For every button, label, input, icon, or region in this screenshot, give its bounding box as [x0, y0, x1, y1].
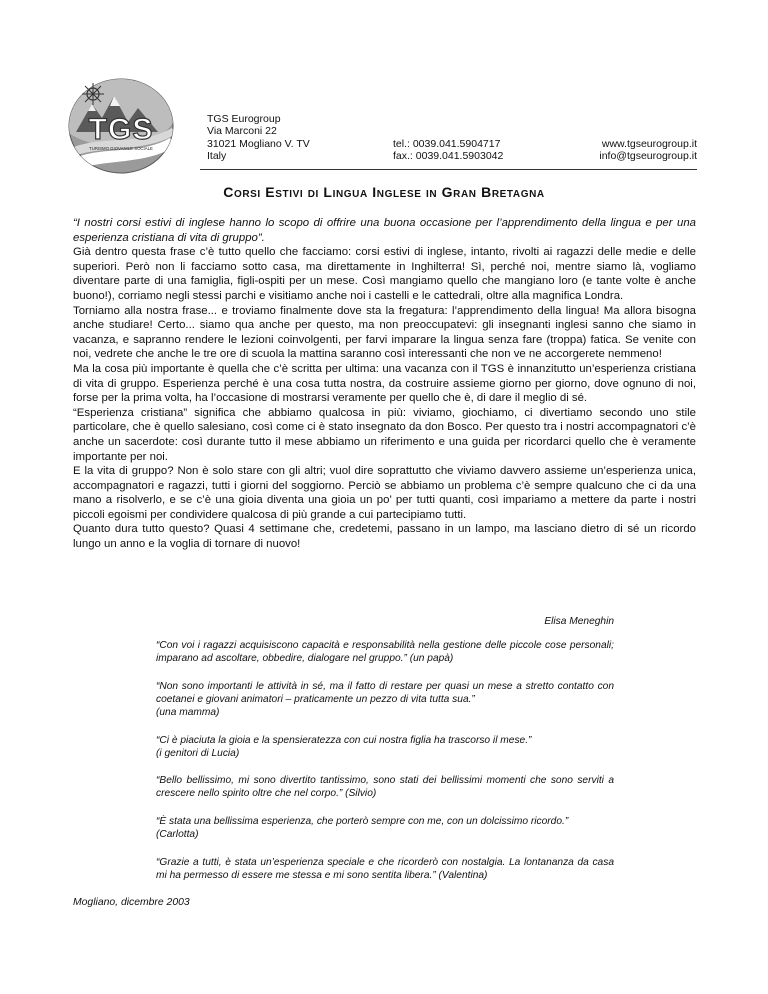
article-body — [73, 216, 696, 552]
testimonial: “Ci è piaciuta la gioia e la spensieratezza con cui nostra figlia ha trascorso il mese.” (i genitori di Lucia) — [156, 734, 532, 759]
page-title: Corsi Estivi di Lingua Inglese in Gran Bretagna — [223, 184, 545, 200]
address-line: 31021 Mogliano V. TV — [207, 137, 310, 150]
address-line: Italy — [207, 149, 227, 162]
testimonial: “Con voi i ragazzi acquisiscono capacità e responsabilità nella gestione delle piccole cose personali; imparano ad ascoltare, obbedire, dialogare nel gruppo.” (un papà) — [156, 640, 614, 664]
author-signature: Elisa Meneghin — [544, 616, 614, 627]
testimonial: “Non sono importanti le attività in sé, ma il fatto di restare per quasi un mese a stretto contatto con coetanei e giovani animatori – praticamente un pezzo di vita tutta sua.” (una mamma) — [156, 680, 614, 718]
testimonial: “È stata una bellissima esperienza, che porterò sempre con me, con un dolcissimo ricordo.” (Carlotta) — [156, 816, 569, 841]
testimonials — [156, 639, 614, 897]
logo-text: TGS — [88, 113, 154, 146]
testimonial: “Grazie a tutti, è stata un’esperienza speciale e che ricorderò con nostalgia. La lontananza da casa mi ha permesso di essere me stessa e mi sono sentita libera.” (Valentina) — [156, 856, 614, 881]
paragraph: E la vita di gruppo? Non è solo stare con gli altri; vuol dire soprattutto che viviamo davvero assieme un’esperienza unica, accompagnatori e ragazzi, tutti i giorni del soggiorno. Perciò se abbiamo un problema c’è sempre qualcuno che ci da una mano a risolverlo, e se c’è una gioia diventa una gioia un po’ per tutti quanti, così impariamo a mettere da parte i nostri piccoli egoismi per condividere qualcosa di più grande a cui partecipiamo tutti. — [73, 465, 696, 521]
paragraph: “Esperienza cristiana” significa che abbiamo qualcosa in più: viviamo, giochiamo, ci divertiamo secondo uno stile particolare, che è quello salesiano, così come ci è stato insegnato da don Bosco. Per questo tra i nostri accompagnatori c’è anche un sacerdote: così durante tutto il mese abbiamo un riferimento e una guida per ricordarci quello che è veramente importante per noi. — [73, 406, 696, 463]
address-line: Via Marconi 22 — [207, 125, 277, 138]
address-line: TGS Eurogroup — [207, 113, 281, 125]
date-line: Mogliano, dicembre 2003 — [73, 897, 190, 908]
email-link[interactable]: info@tgseurogroup.it — [599, 150, 697, 163]
paragraph: Quanto dura tutto questo? Quasi 4 settimane che, credetemi, passano in un lampo, ma lasciano dietro di sé un ricordo lungo un anno e la voglia di tornare di nuovo! — [73, 523, 696, 551]
address-block — [207, 113, 310, 162]
paragraph: Torniamo alla nostra frase... e troviamo finalmente dove sta la fregatura: l’apprendimento della lingua! Ma allora bisogna anche studiare! Certo... siamo qua anche per questo, ma non preoccupatevi: gli insegnanti inglesi sanno che siamo in vacanza, e sapranno rendere le lezioni coinvolgenti, per farvi imparare la lingua senza fare (troppa) fatica. Se venite con noi, vedrete che anche le tre ore di scuola la mattina saranno così interessanti che non ve ne accorgerete nemmeno! — [73, 304, 696, 361]
tgs-logo — [66, 76, 176, 176]
intro-quote: “I nostri corsi estivi di inglese hanno lo scopo di offrire una buona occasione per l’apprendimento della lingua e per una esperienza cristiana di vita di gruppo”. — [73, 217, 696, 244]
paragraph: Già dentro questa frase c’è tutto quello che facciamo: corsi estivi di inglese, intanto, rivolti ai ragazzi delle medie e delle superiori. Però non li facciamo sotto casa, ma direttamente in Inghilterra! Sì, perché noi, mentre siamo là, vogliamo diventare parte di una famiglia, figli-ospiti per un mese. Così mangiamo quello che mangiano loro (e tante volte è anche buono!), corriamo negli stessi parchi e visitiamo anche noi i castelli e le cattedrali, oltre alla magnifica Londra. — [73, 246, 696, 302]
web-block — [599, 138, 697, 163]
website-link[interactable]: www.tgseurogroup.it — [601, 138, 697, 150]
phone-number: tel.: 0039.041.5904717 — [393, 138, 501, 150]
logo-subtitle: TURISMO GIOVANILE SOCIALE — [89, 146, 153, 151]
paragraph: Ma la cosa più importante è quella che c’è scritta per ultima: una vacanza con il TGS è innanzitutto un’esperienza cristiana di vita di gruppo. Esperienza perché è una cosa tutta nostra, da costruire assieme giorno per giorno, dove ognuno di noi, forse per la prima volta, ha l’occasione di mostrarsi veramente per quello che è, di dare il meglio di sé. — [73, 362, 696, 405]
fax-number: fax.: 0039.041.5903042 — [393, 150, 504, 163]
header-divider — [200, 169, 697, 170]
testimonial: “Bello bellissimo, mi sono divertito tantissimo, sono stati dei bellissimi momenti che sono serviti a crescere nello spirito oltre che nel corpo.” (Silvio) — [156, 775, 614, 800]
phone-block — [393, 138, 503, 163]
